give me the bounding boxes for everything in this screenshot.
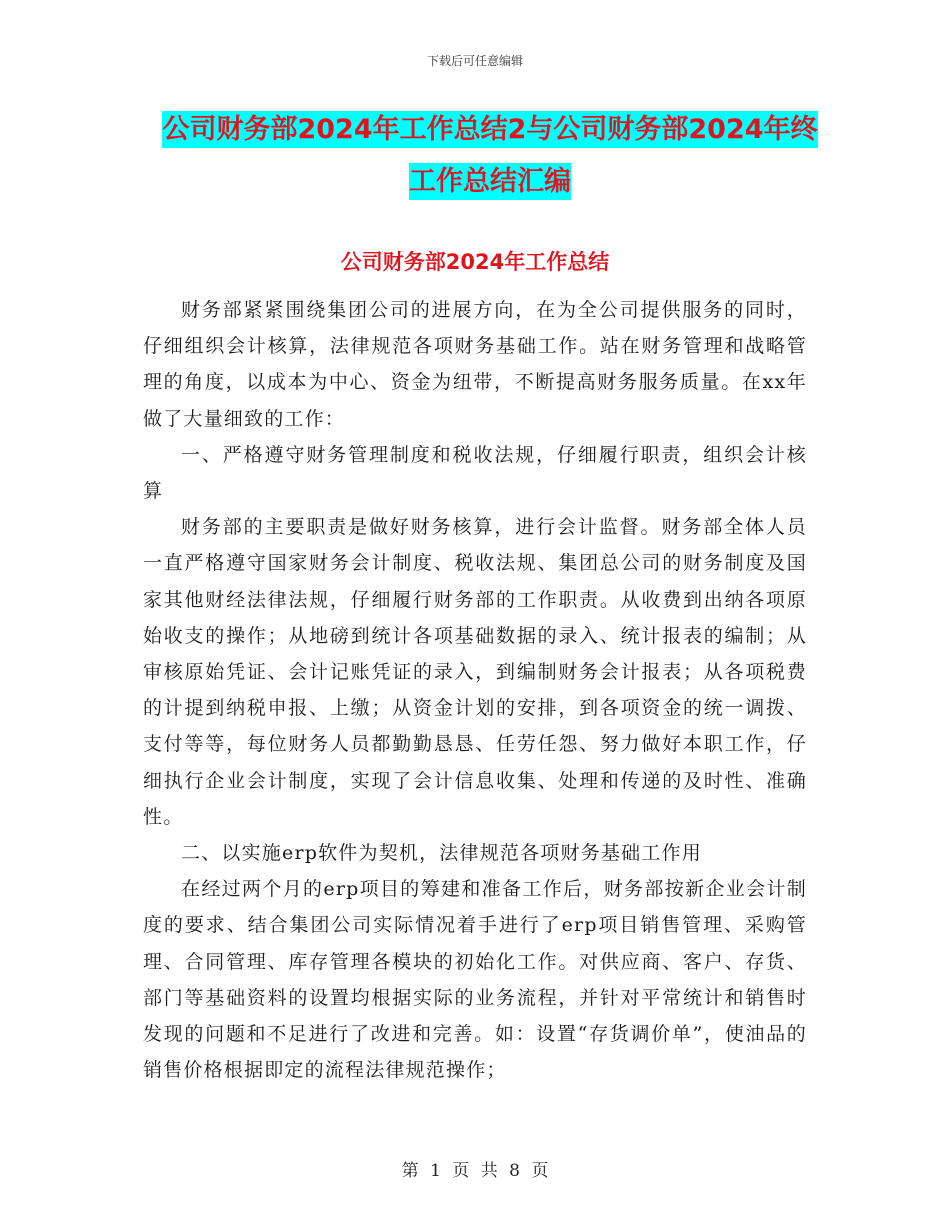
paragraph-duties: 财务部的主要职责是做好财务核算，进行会计监督。财务部全体人员一直严格遵守国家财务会计制度、税收法规、集团总公司的财务制度及国家其他财经法律法规，仔细履行财务部的工作职责。从收费到出纳各项原始收支的操作；从地磅到统计各项基础数据的录入、统计报表的编制；从审核原始凭证、会计记账凭证的录入，到编制财务会计报表；从各项税费的计提到纳税申报、上缴；从资金计划的安排，到各项资金的统一调拨、支付等等，每位财务人员都勤勤恳恳、任劳任怨、努力做好本职工作，仔细执行企业会计制度，实现了会计信息收集、处理和传递的及时性、准确性。 [143,516,807,828]
section-title: 公司财务部2024年工作总结 [340,250,610,274]
document-body [143,292,807,1088]
document-title [150,104,830,208]
paragraph-heading-1: 一、严格遵守财务管理制度和税收法规，仔细履行职责，组织会计核算 [143,443,807,503]
paragraph-heading-2: 二、以实施erp软件为契机，法律规范各项财务基础工作用 [181,842,702,865]
document-title-text: 公司财务部2024年工作总结2与公司财务部2024年终工作总结汇编 [162,111,817,200]
page-number-footer: 第 1 页 共 8 页 [401,1161,549,1181]
paragraph-erp: 在经过两个月的erp项目的筹建和准备工作后，财务部按新企业会计制度的要求、结合集团公司实际情况着手进行了erp项目销售管理、采购管理、合同管理、库存管理各模块的初始化工作。对供应商、客户、存货、部门等基础资料的设置均根据实际的业务流程，并针对平常统计和销售时发现的问题和不足进行了改进和完善。如：设置“存货调价单”，使油品的销售价格根据即定的流程法律规范操作； [143,878,807,1082]
page-header-note: 下载后可任意编辑 [426,54,523,68]
paragraph-intro: 财务部紧紧围绕集团公司的进展方向，在为全公司提供服务的同时，仔细组织会计核算，法律规范各项财务基础工作。站在财务管理和战略管理的角度，以成本为中心、资金为纽带，不断提高财务服务质量。在xx年做了大量细致的工作： [143,299,807,430]
